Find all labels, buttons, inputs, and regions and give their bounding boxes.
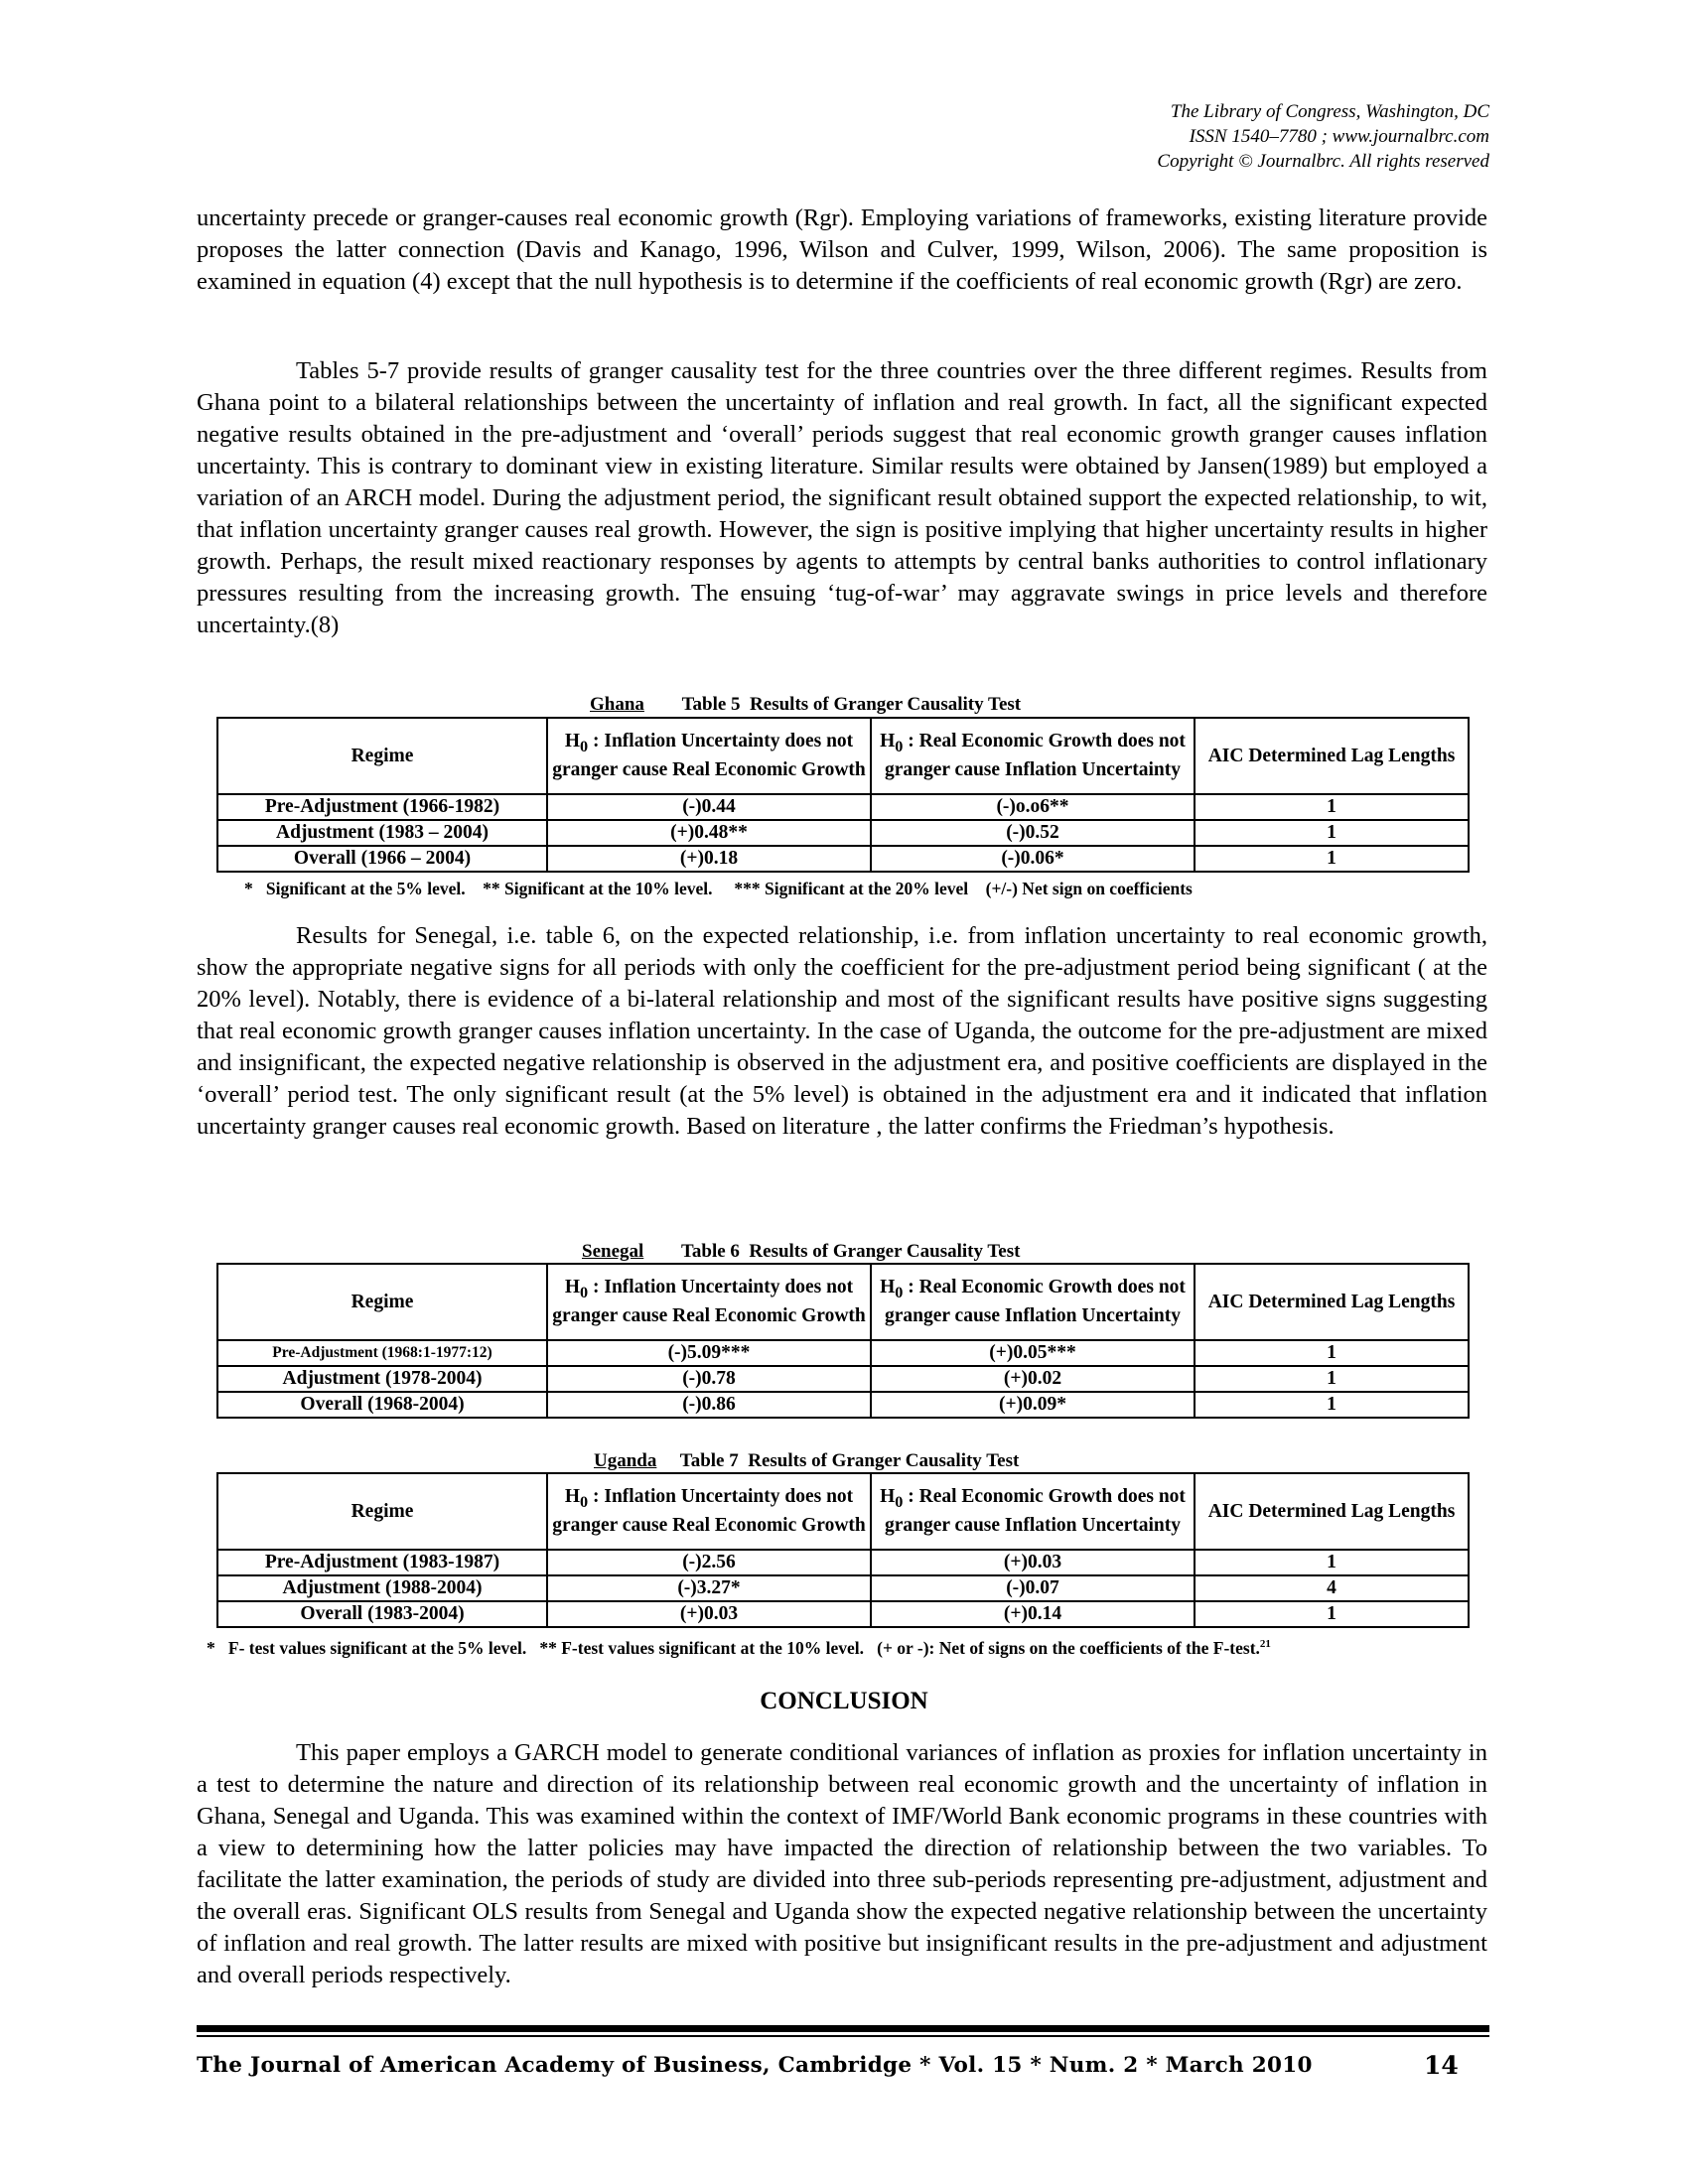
table-6-country: Senegal bbox=[582, 1241, 644, 1262]
table-7-header-h0-inflation: $H_0$ : Inflation Uncertainty does not granger cause Real Economic Growth bbox=[547, 1473, 871, 1550]
table-5-country: Ghana bbox=[590, 694, 644, 715]
table-5-row-2-c1: (+)0.48** bbox=[547, 820, 871, 846]
table-5-row-3-c2: (-)0.06* bbox=[871, 846, 1195, 872]
table-7-header-regime: Regime bbox=[217, 1473, 547, 1550]
table-6-row-1-c3: 1 bbox=[1195, 1340, 1469, 1366]
table-6-header-h0-growth: $H_0$ : Real Economic Growth does not granger cause Inflation Uncertainty bbox=[871, 1264, 1195, 1340]
table-7-row-3-c2: (+)0.14 bbox=[871, 1601, 1195, 1627]
table-6-row-3-c2: (+)0.09* bbox=[871, 1392, 1195, 1418]
table-7-note bbox=[207, 1633, 1271, 1659]
paragraph-4: This paper employs a GARCH model to generate conditional variances of inflation as proxies for inflation uncertainty in a test to determine the nature and direction of its relationship between real economic growth and the uncertainty of inflation in Ghana, Senegal and Uganda. This was examined within the context of IMF/World Bank economic programs in these countries with a view to determining how the latter policies may have impacted the direction of relationship between the two variables. To facilitate the latter examination, the periods of study are divided into three sub-periods representing pre-adjustment, adjustment and the overall eras. Significant OLS results from Senegal and Uganda show the expected negative relationship between the uncertainty of inflation and real growth. The latter results are mixed with positive but insignificant results in the pre-adjustment and adjustment and overall periods respectively. bbox=[197, 1739, 1487, 1988]
table-6-row-2-c2: (+)0.02 bbox=[871, 1366, 1195, 1392]
table-6-header-regime: Regime bbox=[217, 1264, 547, 1340]
paragraph-2: Tables 5-7 provide results of granger causality test for the three countries over the three different regimes. Results from Ghana point to a bilateral relationships between the uncertainty of inflation and real growth. In fact, all the significant expected negative results obtained in the pre-adjustment and ‘overall’ periods suggest that real economic growth granger causes inflation uncertainty. This is contrary to dominant view in existing literature. Similar results were obtained by Jansen(1989) but employed a variation of an ARCH model. During the adjustment period, the significant result obtained support the expected relationship, to wit, that inflation uncertainty granger causes real growth. However, the sign is positive implying that higher uncertainty results in higher growth. Perhaps, the result mixed reactionary responses by agents to attempts by central banks authorities to control inflationary pressures resulting from the increasing growth. The ensuing ‘tug-of-war’ may aggravate swings in price levels and therefore uncertainty.(8) bbox=[197, 357, 1487, 638]
table-5-header-h0-growth: $H_0$ : Real Economic Growth does not granger cause Inflation Uncertainty bbox=[871, 718, 1195, 794]
table-5-header-lag: AIC Determined Lag Lengths bbox=[1195, 718, 1469, 794]
table-5-row-1-regime: Pre-Adjustment (1966-1982) bbox=[217, 794, 547, 820]
table-6 bbox=[216, 1263, 1470, 1419]
table-5-header-h0-inflation: $H_0$ : Inflation Uncertainty does not granger cause Real Economic Growth bbox=[547, 718, 871, 794]
table-row bbox=[217, 1550, 1469, 1575]
table-row bbox=[217, 846, 1469, 872]
table-row bbox=[217, 794, 1469, 820]
table-7-row-2-c3: 4 bbox=[1195, 1575, 1469, 1601]
table-6-row-3-c1: (-)0.86 bbox=[547, 1392, 871, 1418]
table-7-title: Table 7 Results of Granger Causality Test bbox=[679, 1450, 1020, 1471]
table-row bbox=[217, 1601, 1469, 1627]
table-row bbox=[217, 1366, 1469, 1392]
table-5-row-3-c1: (+)0.18 bbox=[547, 846, 871, 872]
footer-rule-thick bbox=[197, 2025, 1489, 2032]
table-row bbox=[217, 1340, 1469, 1366]
header-line-2: ISSN 1540–7780 ; www.journalbrc.com bbox=[1189, 126, 1489, 147]
table-6-header-lag: AIC Determined Lag Lengths bbox=[1195, 1264, 1469, 1340]
table-7-row-2-c2: (-)0.07 bbox=[871, 1575, 1195, 1601]
table-5-caption bbox=[590, 694, 1021, 716]
paragraph-2-block bbox=[197, 355, 1487, 641]
table-7-row-2-c1: (-)3.27* bbox=[547, 1575, 871, 1601]
table-5-row-2-regime: Adjustment (1983 – 2004) bbox=[217, 820, 547, 846]
table-7-caption bbox=[594, 1450, 1019, 1472]
table-6-row-1-c2: (+)0.05*** bbox=[871, 1340, 1195, 1366]
page-header bbox=[1157, 99, 1489, 174]
paragraph-1: uncertainty precede or granger-causes real economic growth (Rgr). Employing variations of frameworks, existing literature provide proposes the latter connection (Davis and Kanago, 1996, Wilson and Culver, 1999, Wilson, 2006). The same proposition is examined in equation (4) except that the null hypothesis is to determine if the coefficients of real economic growth (Rgr) are zero. bbox=[197, 205, 1487, 295]
paragraph-3-block bbox=[197, 920, 1487, 1143]
footer-rule-thin bbox=[197, 2035, 1489, 2037]
table-7-note-text: * F- test values significant at the 5% level. ** F-test values significant at the 10% level. (+ or -): Net of signs on the coefficients of the F-test. bbox=[207, 1637, 1260, 1658]
table-6-row-2-regime: Adjustment (1978-2004) bbox=[217, 1366, 547, 1392]
table-5-row-1-c2: (-)o.o6** bbox=[871, 794, 1195, 820]
table-5-header-regime: Regime bbox=[217, 718, 547, 794]
table-5-row-1-c3: 1 bbox=[1195, 794, 1469, 820]
table-5-row-2-c2: (-)0.52 bbox=[871, 820, 1195, 846]
table-row bbox=[217, 1392, 1469, 1418]
paragraph-4-block bbox=[197, 1737, 1487, 1991]
table-6-row-1-c1: (-)5.09*** bbox=[547, 1340, 871, 1366]
table-5-note: * Significant at the 5% level. ** Significant at the 10% level. *** Significant at the 20% level (+/-) Net sign on coefficients bbox=[244, 879, 1193, 898]
table-row bbox=[217, 820, 1469, 846]
table-5-row-2-c3: 1 bbox=[1195, 820, 1469, 846]
table-7 bbox=[216, 1472, 1470, 1628]
paragraph-1-block bbox=[197, 203, 1487, 298]
table-6-row-2-c1: (-)0.78 bbox=[547, 1366, 871, 1392]
table-7-row-3-c3: 1 bbox=[1195, 1601, 1469, 1627]
table-7-row-3-c1: (+)0.03 bbox=[547, 1601, 871, 1627]
table-6-caption bbox=[582, 1241, 1020, 1263]
table-7-row-1-c3: 1 bbox=[1195, 1550, 1469, 1575]
header-line-3: Copyright © Journalbrc. All rights reserved bbox=[1157, 151, 1489, 172]
table-7-row-1-regime: Pre-Adjustment (1983-1987) bbox=[217, 1550, 547, 1575]
table-5-header-row bbox=[217, 718, 1469, 794]
conclusion-heading: CONCLUSION bbox=[760, 1688, 928, 1714]
table-6-title: Table 6 Results of Granger Causality Test bbox=[680, 1241, 1021, 1262]
table-7-country: Uganda bbox=[594, 1450, 657, 1471]
table-7-row-2-regime: Adjustment (1988-2004) bbox=[217, 1575, 547, 1601]
table-6-row-3-c3: 1 bbox=[1195, 1392, 1469, 1418]
table-5-row-3-c3: 1 bbox=[1195, 846, 1469, 872]
table-5-title: Table 5 Results of Granger Causality Test bbox=[681, 694, 1022, 715]
table-6-header-row bbox=[217, 1264, 1469, 1340]
table-7-row-3-regime: Overall (1983-2004) bbox=[217, 1601, 547, 1627]
footer-journal-line: The Journal of American Academy of Business, Cambridge * Vol. 15 * Num. 2 * March 2010 bbox=[197, 2053, 1313, 2078]
page-number: 14 bbox=[1424, 2051, 1459, 2080]
footnote-reference[interactable]: 21 bbox=[1259, 1638, 1271, 1650]
table-7-header-lag: AIC Determined Lag Lengths bbox=[1195, 1473, 1469, 1550]
table-row bbox=[217, 1575, 1469, 1601]
table-5-row-3-regime: Overall (1966 – 2004) bbox=[217, 846, 547, 872]
table-7-row-1-c2: (+)0.03 bbox=[871, 1550, 1195, 1575]
table-6-row-3-regime: Overall (1968-2004) bbox=[217, 1392, 547, 1418]
table-7-header-row bbox=[217, 1473, 1469, 1550]
table-6-row-1-regime: Pre-Adjustment (1968:1-1977:12) bbox=[217, 1340, 547, 1366]
table-7-row-1-c1: (-)2.56 bbox=[547, 1550, 871, 1575]
table-7-header-h0-growth: $H_0$ : Real Economic Growth does not granger cause Inflation Uncertainty bbox=[871, 1473, 1195, 1550]
table-6-row-2-c3: 1 bbox=[1195, 1366, 1469, 1392]
table-5-row-1-c1: (-)0.44 bbox=[547, 794, 871, 820]
header-line-1: The Library of Congress, Washington, DC bbox=[1170, 101, 1489, 122]
paragraph-3: Results for Senegal, i.e. table 6, on the expected relationship, i.e. from inflation uncertainty to real economic growth, show the appropriate negative signs for all periods with only the coefficient for the pre-adjustment period being significant ( at the 20% level). Notably, there is evidence of a bi-lateral relationship and most of the significant results have positive signs suggesting that real economic growth granger causes inflation uncertainty. In the case of Uganda, the outcome for the pre-adjustment are mixed and insignificant, the expected negative relationship is observed in the adjustment era, and positive coefficients are displayed in the ‘overall’ period test. The only significant result (at the 5% level) is obtained in the adjustment era and it indicated that inflation uncertainty granger causes real economic growth. Based on literature , the latter confirms the Friedman’s hypothesis. bbox=[197, 922, 1487, 1140]
table-6-header-h0-inflation: $H_0$ : Inflation Uncertainty does not granger cause Real Economic Growth bbox=[547, 1264, 871, 1340]
table-5 bbox=[216, 717, 1470, 873]
